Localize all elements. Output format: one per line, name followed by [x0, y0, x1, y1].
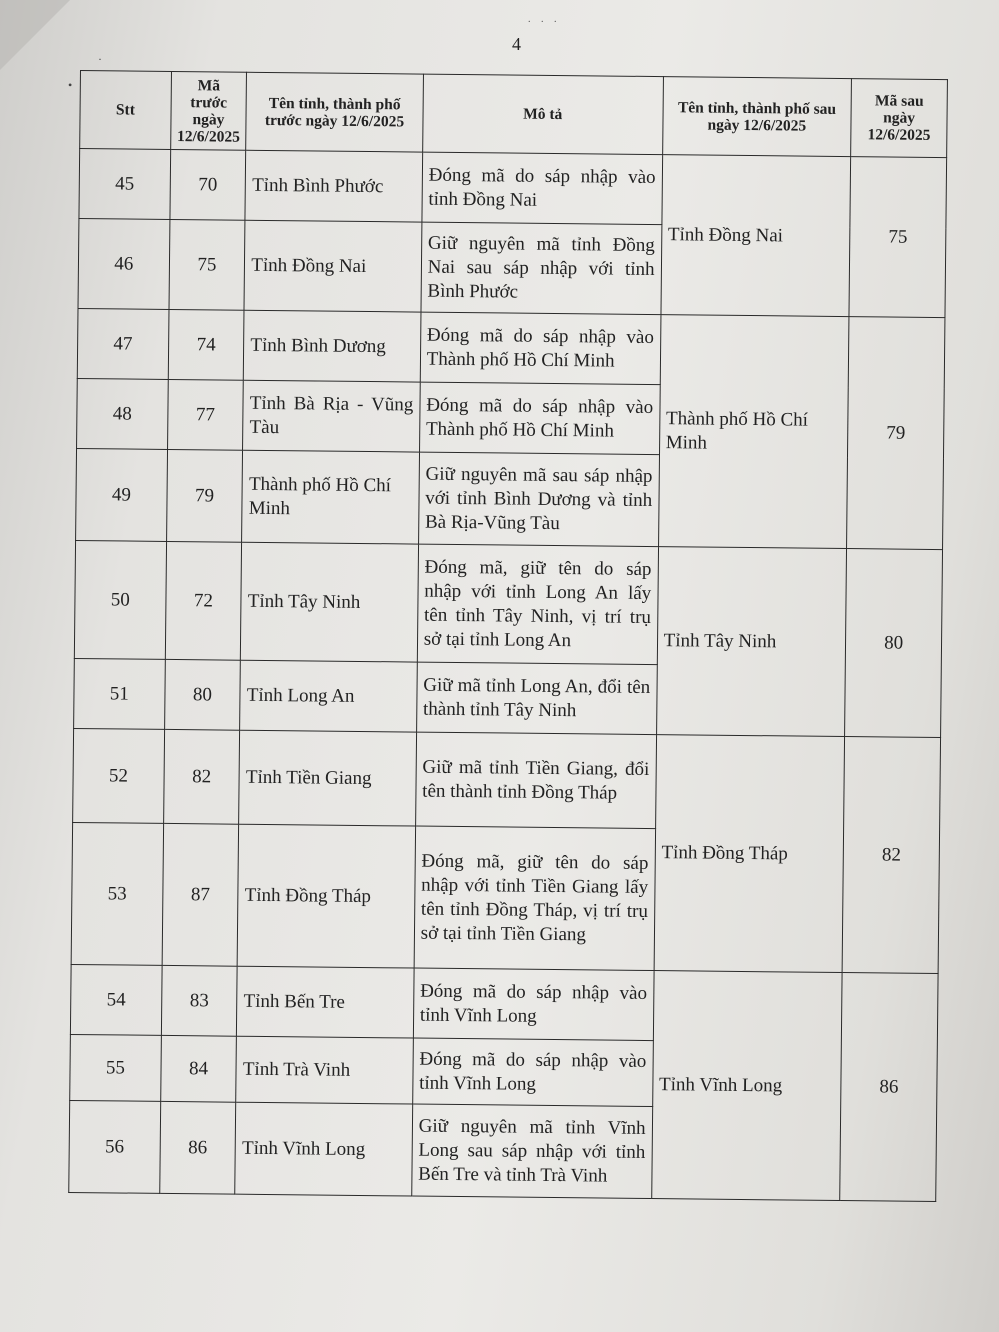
- cell-name-before: Tỉnh Long An: [240, 660, 417, 732]
- header-code-before: Mã trước ngày 12/6/2025: [170, 71, 246, 150]
- cell-name-after: Thành phố Hồ Chí Minh: [658, 315, 849, 549]
- cell-code-before: 75: [169, 219, 246, 310]
- cell-description: Giữ nguyên mã tỉnh Đồng Nai sau sáp nhập với tỉnh Bình Phước: [421, 222, 662, 315]
- cell-name-before: Tỉnh Vĩnh Long: [235, 1102, 412, 1196]
- cell-name-after: Tỉnh Đồng Tháp: [654, 735, 845, 973]
- table-row: [73, 728, 941, 831]
- cell-stt: 46: [78, 218, 170, 309]
- cell-name-after: Tỉnh Tây Ninh: [656, 547, 846, 737]
- cell-description: Đóng mã do sáp nhập vào tỉnh Vĩnh Long: [413, 968, 654, 1041]
- table-row: [77, 308, 945, 387]
- cell-code-before: 80: [164, 659, 240, 730]
- cell-code-after: 86: [840, 973, 938, 1202]
- cell-name-before: Tỉnh Trà Vinh: [236, 1036, 413, 1104]
- table-header-row: [80, 71, 948, 158]
- cell-name-before: Tỉnh Bà Rịa - Vũng Tàu: [243, 380, 420, 452]
- cell-code-after: 82: [842, 737, 940, 974]
- cell-code-before: 87: [162, 823, 239, 966]
- cell-stt: 56: [69, 1100, 161, 1193]
- cell-code-before: 84: [160, 1035, 236, 1102]
- cell-code-before: 70: [170, 149, 246, 220]
- cell-description: Đóng mã do sáp nhập vào tỉnh Đồng Nai: [422, 152, 663, 225]
- cell-code-after: 80: [845, 549, 943, 738]
- cell-name-before: Tỉnh Đồng Tháp: [237, 824, 415, 968]
- stray-mark: ·: [98, 52, 102, 66]
- table-row: [70, 964, 938, 1043]
- cell-stt: 51: [74, 658, 165, 729]
- cell-description: Giữ mã tỉnh Tiền Giang, đổi tên thành tỉnh Đồng Tháp: [415, 732, 656, 829]
- cell-code-before: 74: [168, 309, 244, 380]
- cell-name-before: Tỉnh Tiền Giang: [239, 730, 416, 826]
- header-stt: Stt: [80, 71, 172, 150]
- cell-name-before: Tỉnh Bình Dương: [244, 310, 421, 382]
- cell-code-before: 79: [166, 449, 243, 542]
- cell-stt: 55: [70, 1034, 161, 1101]
- province-code-table: [68, 70, 948, 1202]
- cell-description: Đóng mã, giữ tên do sáp nhập với tỉnh Long An lấy tên tỉnh Tây Ninh, vị trí trụ sở tại tỉnh Long An: [417, 544, 658, 665]
- cell-code-before: 77: [167, 379, 243, 450]
- cell-stt: 45: [79, 149, 170, 220]
- cell-name-before: Tỉnh Bến Tre: [237, 966, 414, 1038]
- cell-name-before: Thành phố Hồ Chí Minh: [242, 450, 419, 544]
- cell-description: Giữ nguyên mã tỉnh Vĩnh Long sau sáp nhập với tỉnh Bến Tre và tỉnh Trà Vinh: [411, 1104, 652, 1199]
- cell-stt: 50: [74, 540, 166, 659]
- cell-description: Đóng mã, giữ tên do sáp nhập với tỉnh Tiền Giang lấy tên tỉnh Đồng Tháp, vị trí trụ sở tại tỉnh Tiền Giang: [414, 826, 655, 971]
- cell-stt: 47: [77, 308, 168, 379]
- cell-stt: 48: [77, 378, 168, 449]
- header-name-after: Tên tỉnh, thành phố sau ngày 12/6/2025: [662, 77, 851, 157]
- header-description: Mô tả: [422, 74, 663, 155]
- cell-stt: 54: [70, 964, 161, 1035]
- cell-name-after: Tỉnh Đồng Nai: [661, 155, 851, 317]
- cell-stt: 49: [76, 448, 168, 541]
- cell-description: Đóng mã do sáp nhập vào tỉnh Vĩnh Long: [412, 1038, 653, 1107]
- header-name-before: Tên tỉnh, thành phố trước ngày 12/6/2025: [246, 72, 423, 152]
- cell-name-before: Tỉnh Tây Ninh: [241, 542, 419, 662]
- cell-code-after: 75: [849, 157, 946, 318]
- cell-name-before: Tỉnh Đồng Nai: [244, 220, 421, 312]
- header-code-after: Mã sau ngày 12/6/2025: [851, 79, 948, 158]
- cell-name-before: Tỉnh Bình Phước: [245, 150, 422, 222]
- page-top-marks: . . .: [528, 14, 561, 25]
- cell-description: Đóng mã do sáp nhập vào Thành phố Hồ Chí Minh: [420, 312, 661, 385]
- cell-code-before: 83: [161, 965, 237, 1036]
- page-number: 4: [512, 34, 521, 54]
- cell-name-after: Tỉnh Vĩnh Long: [651, 971, 842, 1201]
- cell-code-before: 86: [159, 1101, 236, 1194]
- cell-stt: 53: [71, 822, 163, 965]
- page-fold-shadow: [0, 0, 70, 70]
- stray-mark: •: [68, 78, 73, 92]
- cell-description: Đóng mã do sáp nhập vào Thành phố Hồ Chí Minh: [419, 382, 660, 455]
- cell-code-before: 72: [165, 541, 242, 660]
- cell-code-before: 82: [163, 729, 240, 824]
- table-row: [79, 149, 947, 228]
- cell-code-after: 79: [847, 317, 945, 550]
- table-row: [74, 540, 942, 667]
- cell-stt: 52: [73, 728, 165, 823]
- cell-description: Giữ nguyên mã sau sáp nhập với tỉnh Bình Dương và tỉnh Bà Rịa-Vũng Tàu: [418, 452, 659, 547]
- cell-description: Giữ mã tỉnh Long An, đổi tên thành tỉnh Tây Ninh: [416, 662, 657, 735]
